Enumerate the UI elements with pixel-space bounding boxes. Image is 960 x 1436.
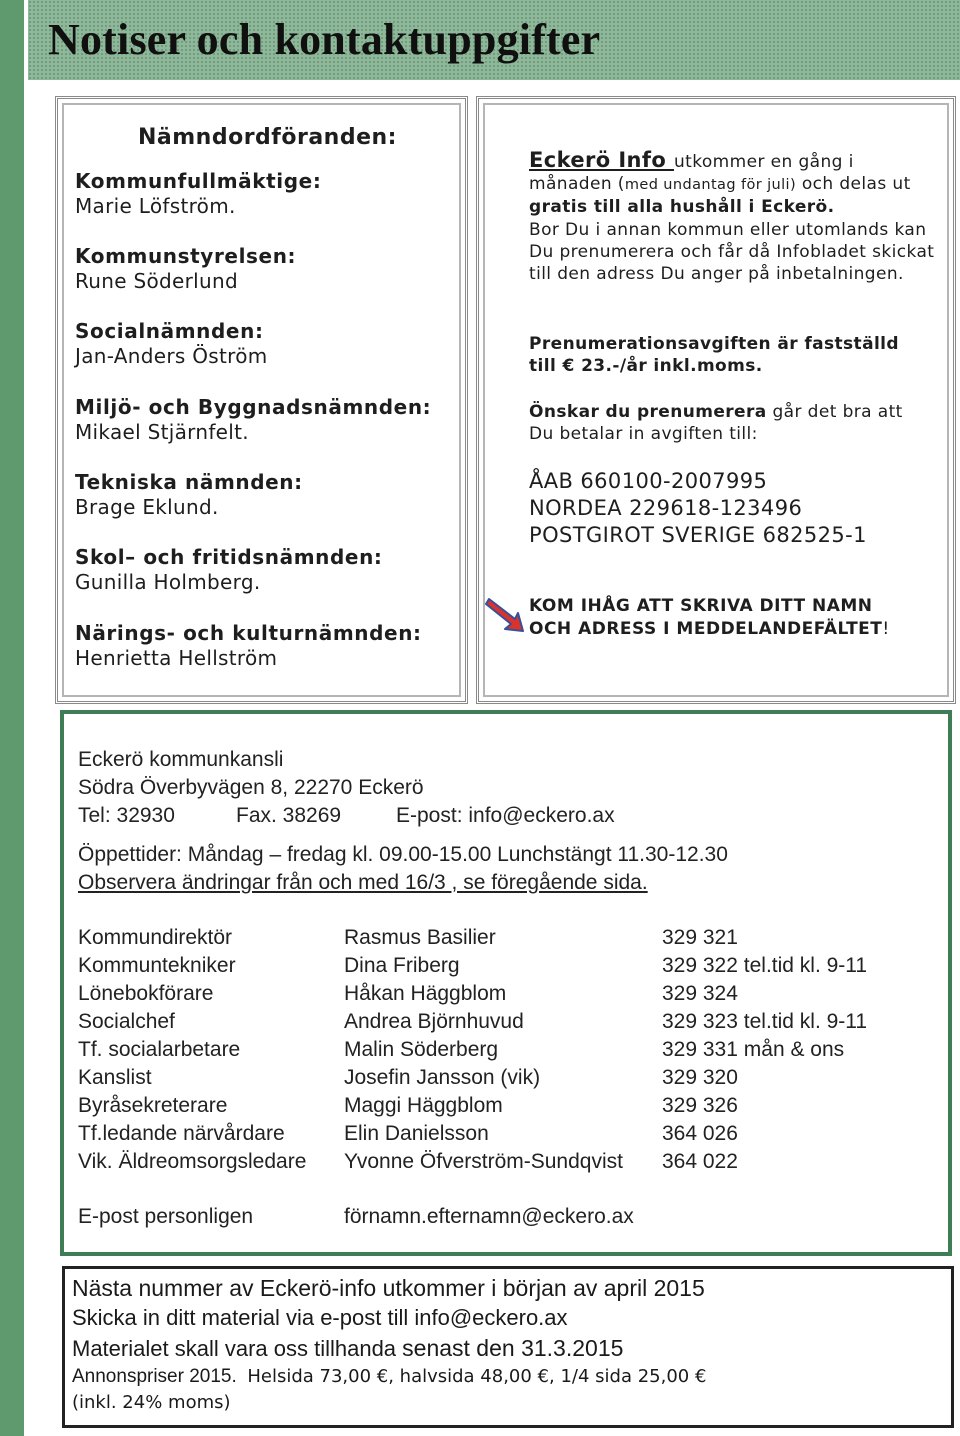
- office-address: Södra Överbyvägen 8, 22270 Eckerö: [78, 776, 424, 799]
- ad-prices-label: Annonspriser: [72, 1366, 184, 1387]
- staff-name: Malin Söderberg: [344, 1038, 499, 1061]
- committee-role: Tekniska nämnden:: [75, 470, 303, 494]
- staff-name: Håkan Häggblom: [344, 982, 507, 1005]
- office-email: E-post: info@eckero.ax: [396, 804, 615, 827]
- committee-chair: Gunilla Holmberg.: [75, 570, 261, 594]
- office-tel: Tel: 32930: [78, 804, 175, 827]
- reminder-line-2: [529, 618, 890, 641]
- staff-name: Maggi Häggblom: [344, 1094, 503, 1117]
- staff-phone: 329 321: [662, 926, 738, 949]
- committee-role: Kommunfullmäktige:: [75, 169, 322, 193]
- staff-title: Socialchef: [78, 1010, 175, 1033]
- staff-title: Tf.ledande närvårdare: [78, 1122, 285, 1145]
- ad-prices-list: Helsida 73,00 €, halvsida 48,00 €, 1/4 sida 25,00 €: [247, 1366, 707, 1387]
- info-text: utkommer en gång i månaden (: [529, 152, 854, 194]
- office-hours: Öppettider: Måndag – fredag kl. 09.00-15.00 Lunchstängt 11.30-12.30: [78, 843, 728, 866]
- staff-name: Dina Friberg: [344, 954, 460, 977]
- committee-chair: Brage Eklund.: [75, 495, 219, 519]
- staff-title: Kommuntekniker: [78, 954, 236, 977]
- office-name: Eckerö kommunkansli: [78, 748, 284, 771]
- ad-prices-year: 2015.: [183, 1366, 237, 1387]
- staff-title: Tf. socialarbetare: [78, 1038, 241, 1061]
- staff-phone: 329 324: [662, 982, 738, 1005]
- title-band: [28, 0, 960, 80]
- staff-name: Rasmus Basilier: [344, 926, 496, 949]
- staff-title: Lönebokförare: [78, 982, 214, 1005]
- staff-phone: 329 320: [662, 1066, 738, 1089]
- staff-name: Elin Danielsson: [344, 1122, 489, 1145]
- committee-heading: Nämndordföranden:: [138, 125, 397, 150]
- info-text: och delas ut: [796, 174, 911, 194]
- info-abroad-text: Bor Du i annan kommun eller utomlands kan Du prenumerera och får då Infobladet skickat till den adress Du anger på inbetalningen.: [529, 220, 935, 284]
- staff-name: Yvonne Öfverström-Sundqvist: [344, 1150, 623, 1173]
- staff-title: Kommundirektör: [78, 926, 233, 949]
- staff-phone: 329 322 tel.tid kl. 9-11: [662, 954, 868, 977]
- contact-box: [60, 710, 952, 1256]
- account-aab: ÅAB 660100-2007995: [529, 469, 768, 493]
- subscription-fee: Prenumerationsavgiften är fastställd till € 23.-/år inkl.moms.: [529, 334, 899, 376]
- info-text-bold: gratis till alla hushåll i Eckerö.: [529, 197, 835, 217]
- payment-instruction: [529, 401, 909, 445]
- committee-chair: Henrietta Hellström: [75, 646, 278, 670]
- next-issue-box: [62, 1266, 954, 1428]
- info-brand: Eckerö Info: [529, 148, 674, 172]
- reminder-line-1: KOM IHÅG ATT SKRIVA DITT NAMN: [529, 596, 873, 616]
- committee-chair: Jan-Anders Öström: [75, 344, 268, 368]
- account-postgirot: POSTGIROT SVERIGE 682525-1: [529, 523, 867, 547]
- personal-email-format: förnamn.efternamn@eckero.ax: [344, 1205, 634, 1228]
- staff-phone: 329 331 mån & ons: [662, 1038, 845, 1061]
- staff-name: Andrea Björnhuvud: [344, 1010, 524, 1033]
- ad-prices-vat: (inkl. 24% moms): [72, 1392, 231, 1413]
- deadline: [72, 1335, 623, 1362]
- ad-prices: [72, 1366, 706, 1388]
- staff-phone: 364 026: [662, 1122, 738, 1145]
- subscription-info-box: [476, 96, 956, 704]
- next-issue-date: Nästa nummer av Eckerö-info utkommer i början av april 2015: [72, 1275, 705, 1301]
- committee-chairs-box: [55, 96, 468, 704]
- staff-phone: 329 326: [662, 1094, 738, 1117]
- reminder-line-2-text: OCH ADRESS I MEDDELANDEFÄLTET: [529, 619, 883, 639]
- payment-instruction-text: går det bra att Du betalar in avgiften till:: [529, 402, 903, 444]
- arrow-icon: [485, 591, 529, 635]
- office-notice: Observera ändringar från och med 16/3 , se föregående sida.: [78, 871, 648, 894]
- personal-email-label: E-post personligen: [78, 1205, 254, 1228]
- committee-role: Kommunstyrelsen:: [75, 244, 297, 268]
- committee-role: Miljö- och Byggnadsnämnden:: [75, 395, 432, 419]
- committee-role: Skol– och fritidsnämnden:: [75, 545, 383, 569]
- payment-instruction-bold: Önskar du prenumerera: [529, 402, 767, 422]
- office-fax: Fax. 38269: [236, 804, 342, 827]
- info-text-small: med undantag för juli): [624, 177, 797, 193]
- deadline-text: Materialet skall vara oss tillhanda: [72, 1336, 403, 1361]
- staff-phone: 364 022: [662, 1150, 738, 1173]
- staff-title: Kanslist: [78, 1066, 152, 1089]
- deadline-date: senast den 31.3.2015: [402, 1335, 624, 1361]
- committee-role: Närings- och kulturnämnden:: [75, 621, 422, 645]
- submit-material: Skicka in ditt material via e-post till info@eckero.ax: [72, 1305, 568, 1330]
- staff-name: Josefin Jansson (vik): [344, 1066, 541, 1089]
- account-nordea: NORDEA 229618-123496: [529, 496, 803, 520]
- committee-chair: Marie Löfström.: [75, 194, 236, 218]
- committee-role: Socialnämnden:: [75, 319, 264, 343]
- reminder-exclamation: !: [882, 619, 890, 639]
- staff-title: Vik. Äldreomsorgsledare: [78, 1150, 307, 1173]
- info-intro: [529, 149, 939, 218]
- left-green-bar: [0, 0, 24, 1436]
- staff-title: Byråsekreterare: [78, 1094, 228, 1117]
- committee-chair: Rune Söderlund: [75, 269, 238, 293]
- staff-phone: 329 323 tel.tid kl. 9-11: [662, 1010, 868, 1033]
- page-title: Notiser och kontaktuppgifter: [48, 15, 601, 64]
- committee-chair: Mikael Stjärnfelt.: [75, 420, 249, 444]
